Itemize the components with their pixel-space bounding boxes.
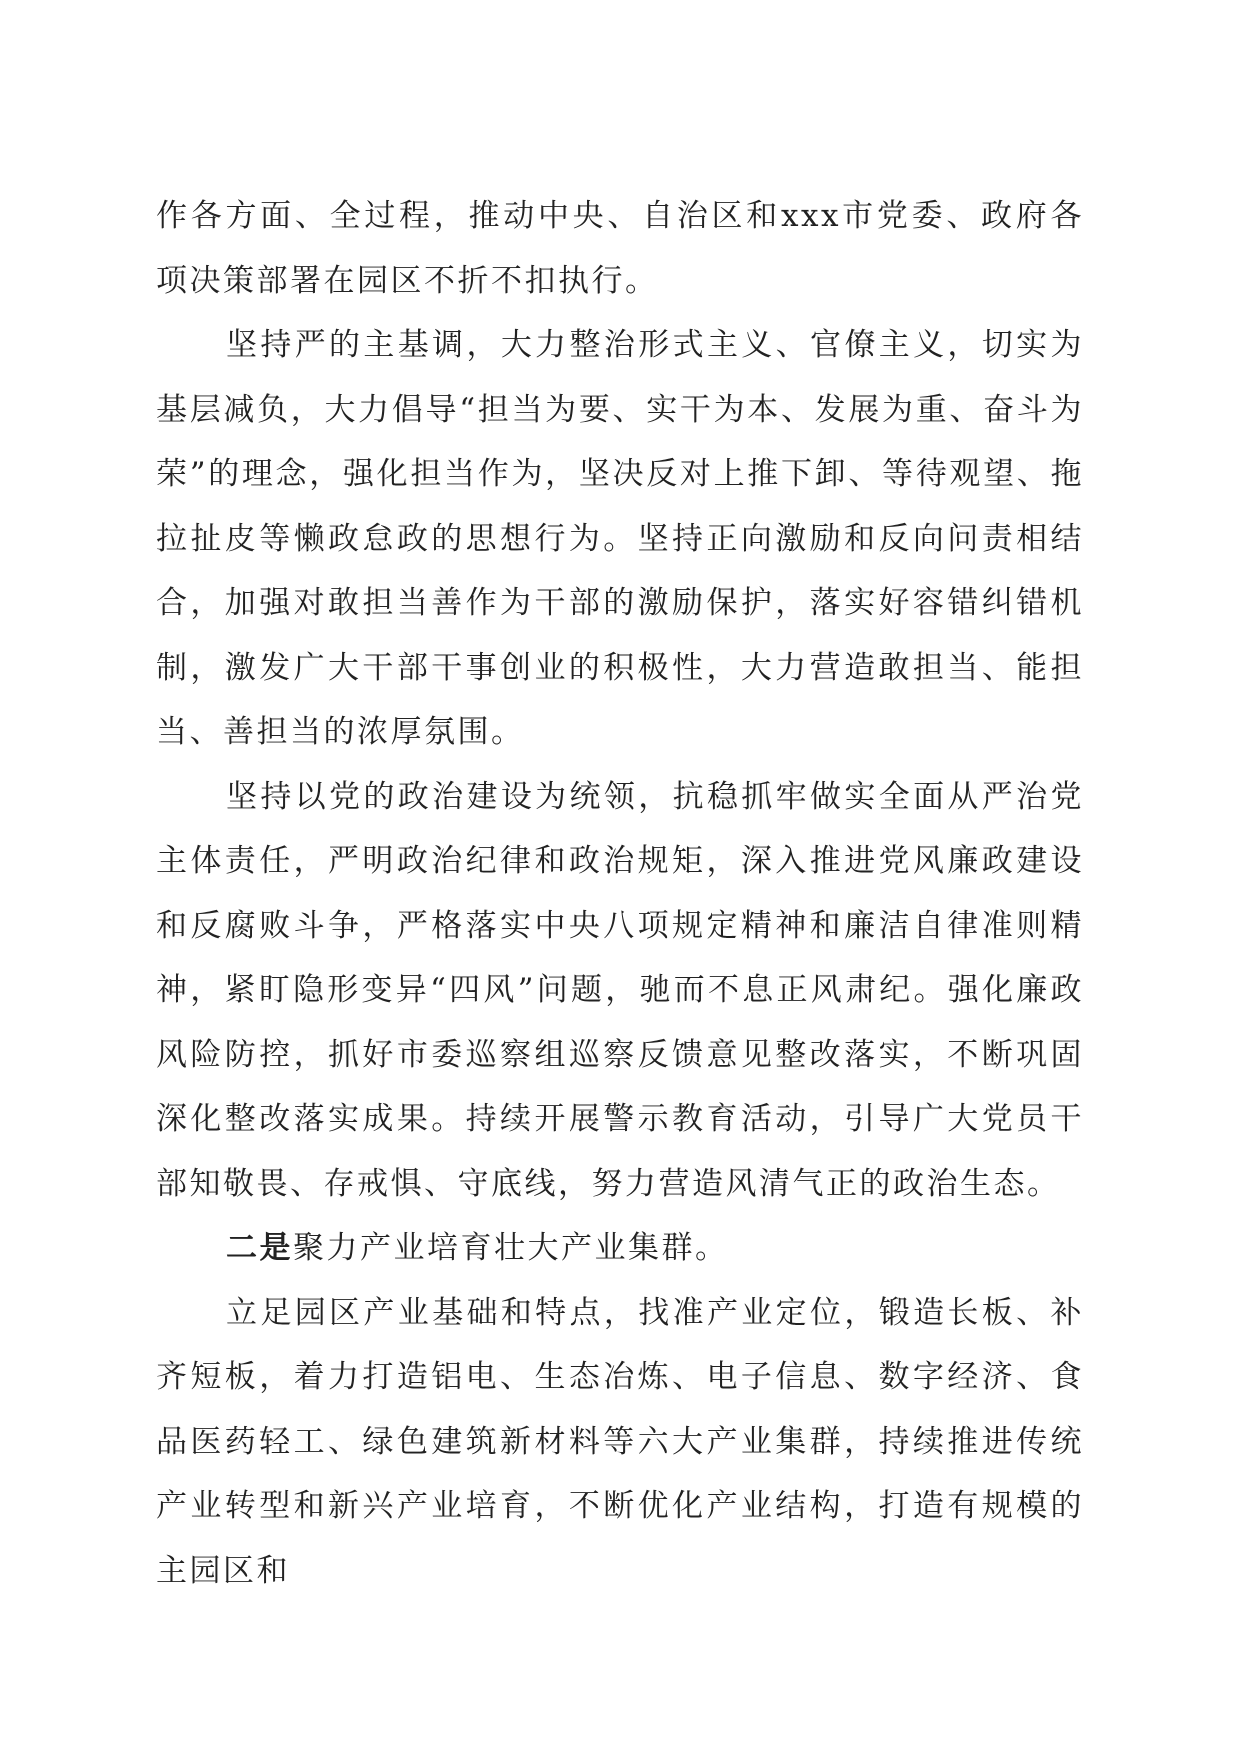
paragraph-industry-clusters: 立足园区产业基础和特点，找准产业定位，锻造长板、补齐短板，着力打造铝电、生态冶炼、电子信息、数字经济、食品医药轻工、绿色建筑新材料等六大产业集群，持续推进传统产业转型和新兴产业培育，不断优化产业结构，打造有规模的主园区和: [156, 1294, 1084, 1589]
paragraph-continuation: 作各方面、全过程，推动中央、自治区和xxx市党委、政府各项决策部署在园区不折不扣执行。: [156, 198, 1084, 299]
section-heading-text: 聚力产业培育壮大产业集群。: [293, 1230, 729, 1266]
section-heading-industry: [156, 1216, 1084, 1281]
section-heading-lead: 二是: [226, 1230, 293, 1266]
paragraph-style-rectification: 坚持严的主基调，大力整治形式主义、官僚主义，切实为基层减负，大力倡导“担当为要、实干为本、发展为重、奋斗为荣”的理念，强化担当作为，坚决反对上推下卸、等待观望、拖拉扯皮等懒政怠政的思想行为。坚持正向激励和反向问责相结合，加强对敢担当善作为干部的激励保护，落实好容错纠错机制，激发广大干部干事创业的积极性，大力营造敢担当、能担当、善担当的浓厚氛围。: [156, 327, 1084, 750]
paragraph-party-building: 坚持以党的政治建设为统领，抗稳抓牢做实全面从严治党主体责任，严明政治纪律和政治规矩，深入推进党风廉政建设和反腐败斗争，严格落实中央八项规定精神和廉洁自律准则精神，紧盯隐形变异“四风”问题，驰而不息正风肃纪。强化廉政风险防控，抓好市委巡察组巡察反馈意见整改落实，不断巩固深化整改落实成果。持续开展警示教育活动，引导广大党员干部知敬畏、存戒惧、守底线，努力营造风清气正的政治生态。: [156, 778, 1084, 1202]
document-body: [156, 184, 1084, 1603]
